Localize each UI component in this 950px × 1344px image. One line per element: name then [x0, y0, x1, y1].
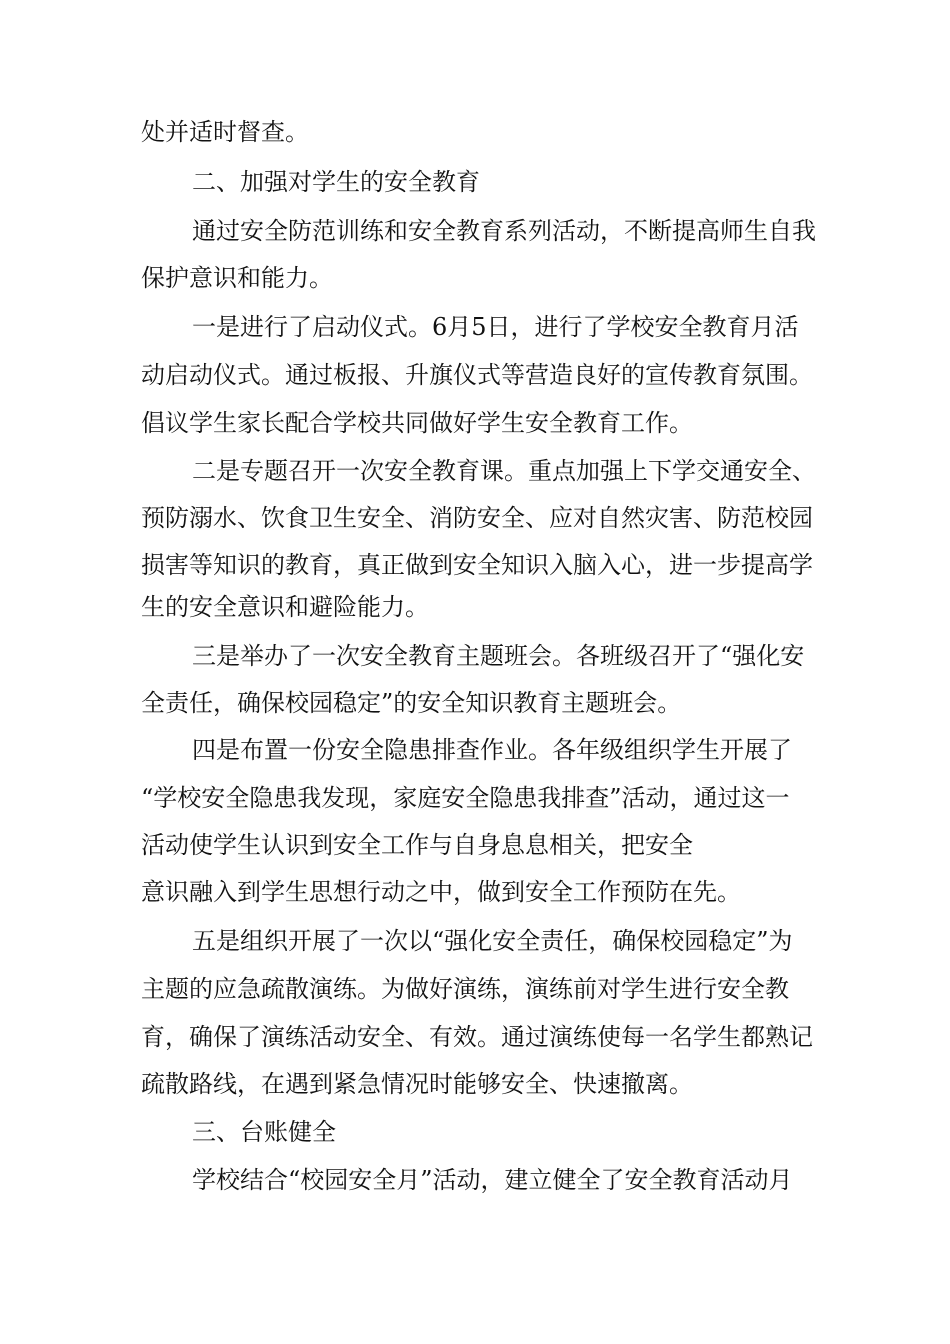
- text-line: 学校结合“校园安全月”活动，建立健全了安全教育活动月: [192, 1166, 793, 1194]
- text-line: 四是布置一份安全隐患排查作业。各年级组织学生开展了: [192, 736, 792, 764]
- text-line: 保护意识和能力。: [141, 264, 333, 292]
- text-line: 生的安全意识和避险能力。: [141, 593, 429, 621]
- text-line: 育，确保了演练活动安全、有效。通过演练使每一名学生都熟记: [141, 1023, 813, 1051]
- text-line: 预防溺水、饮食卫生安全、消防安全、应对自然灾害、防范校园: [141, 504, 813, 532]
- text-line: 二是专题召开一次安全教育课。重点加强上下学交通安全、: [192, 457, 816, 485]
- text-line: 五是组织开展了一次以“强化安全责任，确保校园稳定”为: [192, 927, 793, 955]
- text-line: 活动使学生认识到安全工作与自身息息相关，把安全: [141, 831, 693, 859]
- text-line: 三是举办了一次安全教育主题班会。各班级召开了“强化安: [192, 642, 805, 670]
- text-line: 损害等知识的教育，真正做到安全知识入脑入心，进一步提高学: [141, 551, 813, 579]
- text-line: 动启动仪式。通过板报、升旗仪式等营造良好的宣传教育氛围。: [141, 361, 813, 389]
- text-line: 主题的应急疏散演练。为做好演练，演练前对学生进行安全教: [141, 975, 789, 1003]
- text-line: 全责任，确保校园稳定”的安全知识教育主题班会。: [141, 689, 682, 717]
- text-line: 一是进行了启动仪式。6月5日，进行了学校安全教育月活: [192, 313, 799, 341]
- text-line: 疏散路线，在遇到紧急情况时能够安全、快速撤离。: [141, 1070, 693, 1098]
- text-line: 处并适时督查。: [141, 118, 309, 146]
- text-line: 意识融入到学生思想行动之中，做到安全工作预防在先。: [141, 878, 741, 906]
- text-line: 倡议学生家长配合学校共同做好学生安全教育工作。: [141, 409, 693, 437]
- text-line: 通过安全防范训练和安全教育系列活动，不断提高师生自我: [192, 217, 816, 245]
- section-heading: 三、台账健全: [192, 1118, 336, 1146]
- section-heading: 二、加强对学生的安全教育: [192, 168, 480, 196]
- text-line: “学校安全隐患我发现，家庭安全隐患我排查”活动，通过这一: [141, 784, 790, 812]
